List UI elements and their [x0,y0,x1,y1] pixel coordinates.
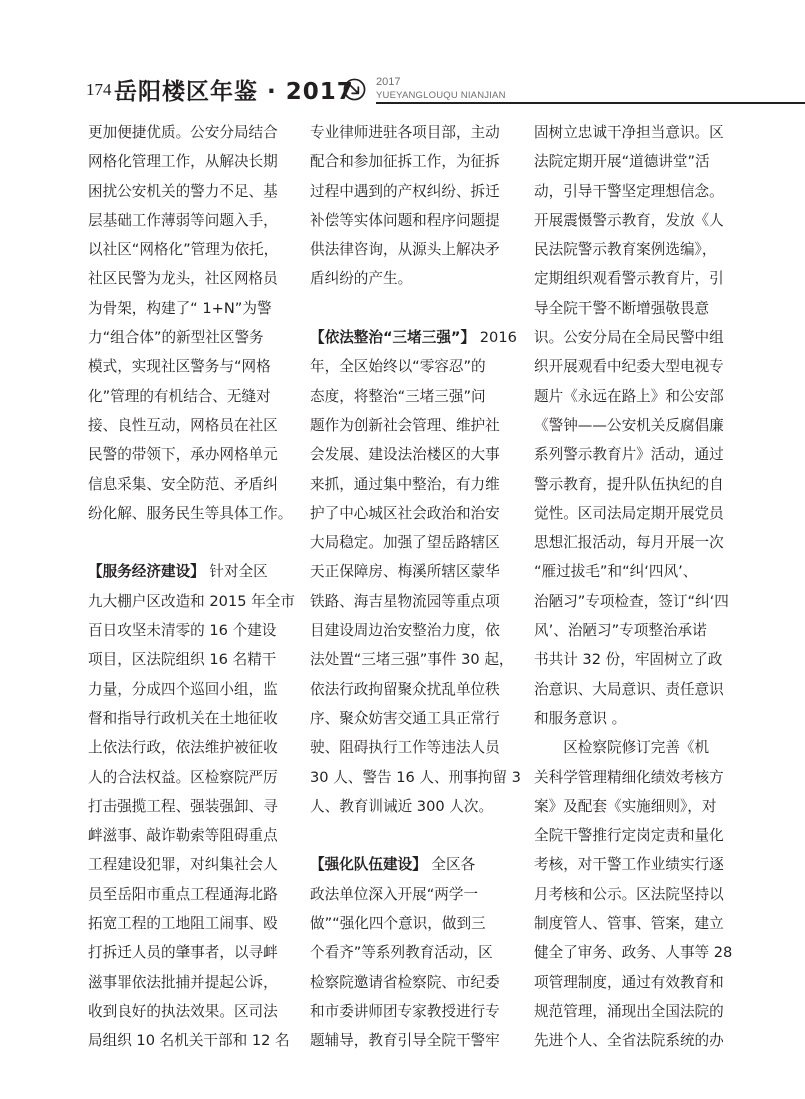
text-line: 接、良性互动，网格员在社区 [88,416,278,434]
text-line: 局组织 10 名机关干部和 12 名 [88,1032,290,1050]
text-line: 治陋习”专项检查，签订“纠‘四 [534,592,729,610]
text-line: 督和指导行政机关在土地征收 [88,709,278,727]
text-line: 固树立忠诚干净担当意识。区 [534,124,724,141]
text-line: 政法单位深入开展“两学一 [310,885,479,903]
text-line: 民法院警示教育案例选编》， [534,241,717,259]
text-line: 工程建设犯罪，对纠集社会人 [88,856,278,874]
text-line: 层基础工作薄弱等问题入手， [88,211,278,229]
text-line: 法院定期开展“道德讲堂”活 [534,153,710,171]
section-lead-text: 全区各 [426,856,476,874]
section-heading: 【强化队伍建设】 [310,856,427,874]
text-line: 规范管理，涌现出全国法院的 [534,1002,724,1020]
text-line: 人、教育训诫近 300 人次。 [310,797,494,815]
text-line [88,557,314,586]
text-line: 网格化管理工作，从解决长期 [88,153,278,171]
text-line: 打拆迁人员的肇事者，以寻衅 [88,944,278,962]
text-line: 配合和参加征拆工作，为征拆 [310,153,500,171]
text-line: 态度，将整治“三堵三强”问 [310,387,486,405]
text-line: 和服务意识 。 [534,709,627,727]
text-line: 更加便捷优质。公安分局结合 [88,124,278,141]
text-line: 警示教育，提升队伍执纪的自 [534,475,724,493]
yearbook-title: 岳阳楼区年鉴 · 2017 [114,79,354,105]
section-lead-text: 2016 [475,329,517,347]
text-column-2 [310,118,536,1056]
text-line: 依法行政拘留聚众扰乱单位秩 [310,680,500,698]
text-line: 开展震慑警示教育，发放《人 [534,211,724,229]
text-line: 力量，分成四个巡回小组，监 [88,680,278,698]
text-line: 会发展、建设法治楼区的大事 [310,446,500,464]
text-line: 导全院干警不断增强敬畏意 [534,299,710,317]
english-year: 2017 [376,76,401,88]
text-line: 上依法行政，依法维护被征收 [88,739,278,757]
text-line: 个看齐”等系列教育活动，区 [310,944,493,962]
text-line: 区检察院修订完善《机 [534,739,710,757]
text-line: 过程中遇到的产权纠纷、拆迁 [310,182,500,200]
text-line: 滋事罪依法批捕并提起公诉， [88,973,278,991]
text-line: 动，引导干警坚定理想信念。 [534,182,724,200]
text-line: “雁过拔毛”和“纠‘四风’、 [534,563,698,581]
text-line: 全院干警推行定岗定责和量化 [534,827,724,845]
text-line: 做”“强化四个意识，做到三 [310,915,486,933]
text-line: 题片《永远在路上》和公安部 [534,387,724,405]
text-column-1 [88,118,314,1056]
text-line: 化”管理的有机结合、无缝对 [88,387,271,405]
text-line: 困扰公安机关的警力不足、基 [88,182,278,200]
text-line: 项目，区法院组织 16 名精干 [88,651,277,669]
text-line: 思想汇报活动，每月开展一次 [534,534,724,552]
text-line: 关科学管理精细化绩效考核方 [534,768,724,786]
text-line: 天正保障房、梅溪所辖区蒙华 [310,563,500,581]
text-line: 衅滋事、敲诈勒索等阻碍重点 [88,827,278,845]
text-line [310,850,536,879]
text-line [310,821,536,850]
text-line: 书共计 32 份，牢固树立了政 [534,651,723,669]
text-line: 员至岳阳市重点工程通海北路 [88,885,278,903]
text-line: 定期组织观看警示教育片，引 [534,270,724,288]
text-line: 信息采集、安全防范、矛盾纠 [88,475,278,493]
text-line: 考核，对干警工作业绩实行逐 [534,856,724,874]
text-line: 年，全区始终以“零容忍”的 [310,358,486,376]
text-line: 盾纠纷的产生。 [310,270,413,288]
text-line: 识。公安分局在全局民警中组 [534,329,724,347]
text-line: 百日攻坚未清零的 16 个建设 [88,622,277,640]
text-line: 收到良好的执法效果。区司法 [88,1002,278,1020]
text-line: 觉性。区司法局定期开展党员 [534,504,724,522]
text-line: 驶、阻碍执行工作等违法人员 [310,739,500,757]
text-line: 和市委讲师团专家教授进行专 [310,1002,500,1020]
text-line: 健全了审务、政务、人事等 28 [534,944,733,962]
text-line [88,528,314,557]
text-line: 序、聚众妨害交通工具正常行 [310,709,500,727]
text-line: 以社区“网格化”管理为依托， [88,241,279,259]
text-line: 供法律咨询，从源头上解决矛 [310,241,500,259]
text-line: 月考核和公示。区法院坚持以 [534,885,724,903]
text-line: 来抓，通过集中整治，有力维 [310,475,500,493]
text-line: 专业律师进驻各项目部，主动 [310,124,500,141]
page-number: 174 [86,80,112,99]
english-name: YUEYANGLOUQU NIANJIAN [376,90,506,101]
text-line: 题辅导，教育引导全院干警牢 [310,1032,500,1050]
text-line: 力“组合体”的新型社区警务 [88,329,264,347]
text-line [310,294,536,323]
text-line: 目建设周边治安整治力度，依 [310,622,500,640]
text-line: 系列警示教育片》活动，通过 [534,446,724,464]
text-line: 九大棚户区改造和 2015 年全市 [88,592,295,610]
text-line: 检察院邀请省检察院、市纪委 [310,973,500,991]
text-line: 大局稳定。加强了望岳路辖区 [310,534,500,552]
text-line: 风’、治陋习”专项整治承诺 [534,622,707,640]
section-heading: 【服务经济建设】 [88,563,205,581]
section-lead-text: 针对全区 [204,563,268,581]
text-line: 案》及配套《实施细则》，对 [534,797,717,815]
text-line: 拓宽工程的工地阻工闹事、殴 [88,915,278,933]
text-line: 模式，实现社区警务与“网格 [88,358,271,376]
text-column-3 [534,118,760,1056]
text-line: 人的合法权益。区检察院严厉 [88,768,278,786]
text-line: 护了中心城区社会政治和治安 [310,504,500,522]
text-line: 项管理制度，通过有效教育和 [534,973,724,991]
text-line: 30 人、警告 16 人、刑事拘留 3 [310,768,521,786]
text-line: 治意识、大局意识、责任意识 [534,680,724,698]
arrow-circle-icon [343,78,366,101]
text-line: 打击强揽工程、强装强卸、寻 [88,797,278,815]
text-line [310,323,536,352]
text-line: 《警钟——公安机关反腐倡廉 [534,416,724,434]
header-rule [376,102,805,104]
section-heading: 【依法整治“三堵三强”】 [310,329,476,347]
text-line: 为骨架，构建了“ 1+N”为警 [88,299,272,317]
page-header [86,70,805,114]
text-line: 民警的带领下，承办网格单元 [88,446,278,464]
text-line: 社区民警为龙头，社区网格员 [88,270,278,288]
text-line: 先进个人、全省法院系统的办 [534,1032,724,1050]
text-line: 制度管人、管事、管案，建立 [534,915,724,933]
text-line: 纷化解、服务民生等具体工作。 [88,504,293,522]
text-line: 铁路、海吉星物流园等重点项 [310,592,500,610]
text-line: 补偿等实体问题和程序问题提 [310,211,500,229]
text-line: 法处置“三堵三强”事件 30 起， [310,651,514,669]
text-line: 织开展观看中纪委大型电视专 [534,358,724,376]
text-line: 题作为创新社会管理、维护社 [310,416,500,434]
